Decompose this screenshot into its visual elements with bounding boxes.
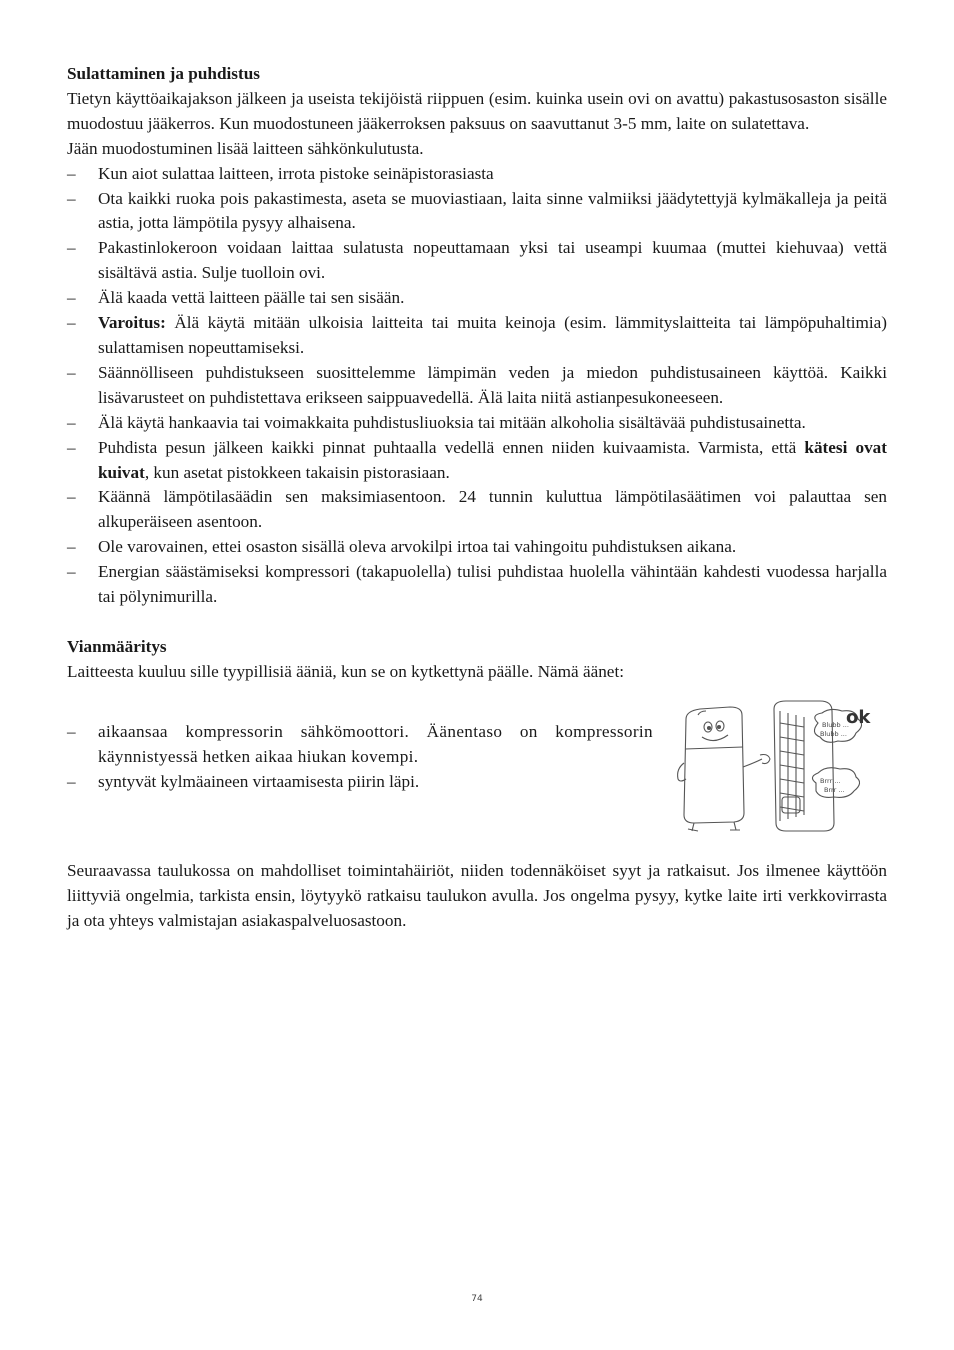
list-item-warning: – Varoitus: Älä käytä mitään ulkoisia laitteita tai muita keinoja (esim. lämmityslaitteita tai lämpöpuhaltimia) sulattamisen nopeuttamiseksi. bbox=[67, 311, 887, 361]
section-title-defrost: Sulattaminen ja puhdistus bbox=[67, 64, 260, 83]
troubleshooting-outro: Seuraavassa taulukossa on mahdolliset toimintahäiriöt, niiden todennäköiset syyt ja ratkaisut. Jos ilmenee käyttöön liittyviä ongelmia, tarkista ensin, löytyykö ratkaisu taulukon avulla. Jos ongelma pysyy, kytke laite irti verkkovirrasta ja ota yhteys valmistajan asiakaspalveluosastoon. bbox=[67, 860, 887, 930]
list-item: – Ota kaikki ruoka pois pakastimesta, aseta se muoviastiaan, laita sinne valmiiksi jäädytettyjä kylmäkalleja ja peitä astia, jotta lämpötila pysyy alhaisena. bbox=[67, 187, 887, 237]
section-title-troubleshooting: Vianmääritys bbox=[67, 636, 167, 656]
list-item: – Säännölliseen puhdistukseen suosittelemme lämpimän veden ja miedon puhdistusaineen käyttöä. Kaikki lisävarusteet on puhdistettava erikseen saippuavedellä. Älä laita niitä astianpesukoneeseen. bbox=[67, 361, 887, 411]
sounds-block bbox=[67, 693, 887, 843]
list-item: – aikaansaa kompressorin sähkömoottori. Äänentaso on kompressorin käynnistyessä hetken aikaa hiukan kovempi. bbox=[67, 720, 653, 770]
defrost-intro-paragraph: Tietyn käyttöaikajakson jälkeen ja useista tekijöistä riippuen (esim. kuinka usein ovi on avattu) pakastusosaston sisälle muodostuu jääkerros. Kun muodostuneen jääkerroksen paksuus on saavuttanut 3-5 mm, laite on sulatettava. bbox=[67, 88, 887, 133]
emphasis-dry-hands: kätesi ovat kuivat bbox=[98, 437, 888, 482]
list-item: – Kun aiot sulattaa laitteen, irrota pistoke seinäpistorasiasta bbox=[67, 162, 887, 187]
bubble-text: Blubb ... bbox=[820, 729, 847, 738]
troubleshooting-intro: Laitteesta kuuluu sille tyypillisiä ääniä, kun se on kytkettynä päälle. Nämä äänet: bbox=[67, 661, 624, 681]
defrost-intro-note: Jään muodostuminen lisää laitteen sähkönkulutusta. bbox=[67, 138, 424, 158]
ok-label: ok bbox=[846, 706, 871, 728]
warning-label: Varoitus: bbox=[98, 313, 166, 333]
bubble-text: Brrr ... bbox=[820, 776, 841, 785]
list-item: – Älä kaada vettä laitteen päälle tai sen sisään. bbox=[67, 286, 887, 311]
list-item: – Energian säästämiseksi kompressori (takapuolella) tulisi puhdistaa huolella vähintään kahdesti vuodessa harjalla tai pölynimurilla. bbox=[67, 560, 887, 610]
list-item: – Pakastinlokeroon voidaan laittaa sulatusta nopeuttamaan yksi tai useampi kuumaa (muttei kiehuvaa) vettä sisältävä astia. Sulje tuolloin ovi. bbox=[67, 236, 887, 286]
bubble-text: Brrr ... bbox=[824, 785, 845, 794]
list-item: – syntyvät kylmäaineen virtaamisesta piirin läpi. bbox=[67, 770, 653, 795]
list-item: – Ole varovainen, ettei osaston sisällä oleva arvokilpi irtoa tai vahingoitu puhdistuksen aikana. bbox=[67, 535, 887, 560]
defrost-instructions-list bbox=[67, 162, 887, 610]
fridge-sounds-illustration bbox=[670, 693, 894, 839]
list-item: – Puhdista pesun jälkeen kaikki pinnat puhtaalla vedellä ennen niiden kuivaamista. Varmista, että kätesi ovat kuivat, kun asetat pistokkeen takaisin pistorasiaan. bbox=[67, 436, 887, 486]
page-number: 74 bbox=[471, 1294, 483, 1304]
bubble-text: Blubb ... bbox=[822, 720, 849, 729]
page-content bbox=[67, 62, 887, 933]
sounds-list bbox=[67, 720, 653, 795]
list-item: – Käännä lämpötilasäädin sen maksimiasentoon. 24 tunnin kuluttua lämpötilasäätimen voi palauttaa sen alkuperäiseen asentoon. bbox=[67, 485, 887, 535]
list-item: – Älä käytä hankaavia tai voimakkaita puhdistusliuoksia tai mitään alkoholia sisältävää puhdistusainetta. bbox=[67, 411, 887, 436]
